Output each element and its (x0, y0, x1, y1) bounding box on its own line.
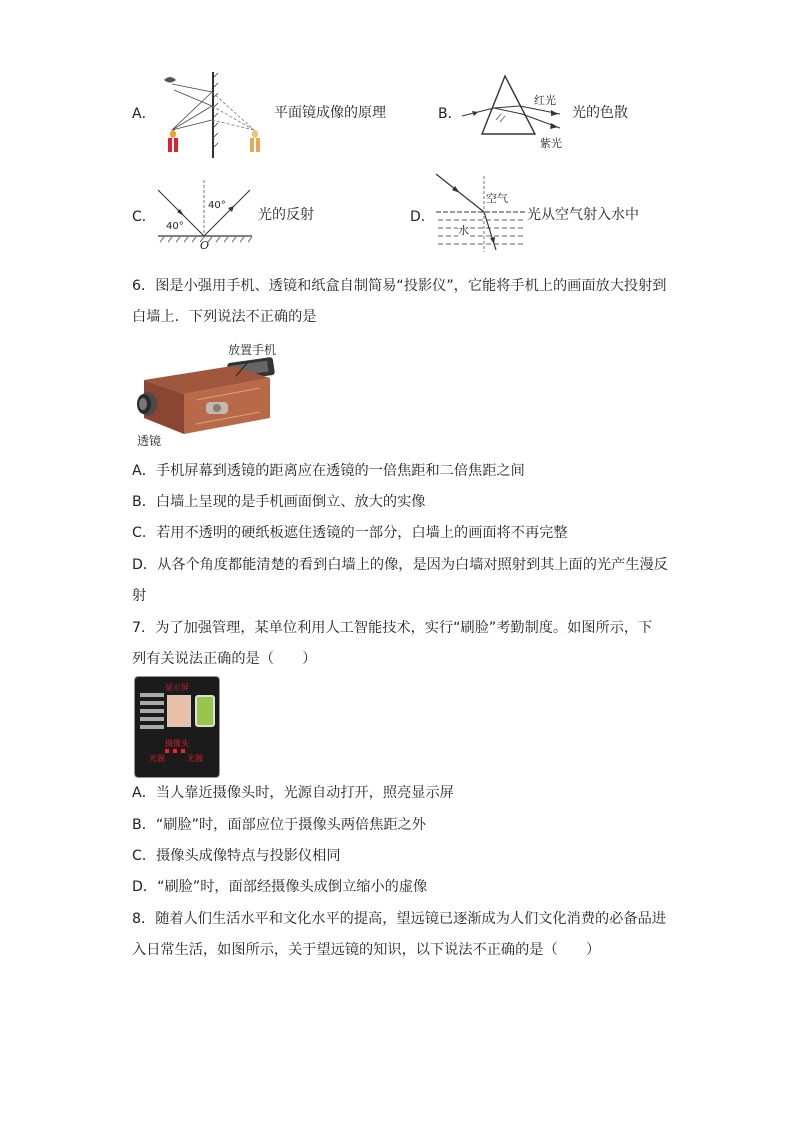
q8-stem-line1: 8．随着人们生活水平和文化水平的提高，望远镜已逐渐成为人们文化消费的必备品进 (132, 911, 666, 927)
point-o-label: O (200, 239, 210, 252)
violet-light-label: 紫光 (540, 137, 562, 150)
red-light-label: 红光 (534, 94, 556, 107)
q7-option-b: B．“刷脸”时，面部应位于摄像头两倍焦距之外 (132, 817, 426, 833)
screen-label: 显示屏 (165, 683, 189, 692)
q6-stem-line2: 白墙上．下列说法不正确的是 (132, 309, 317, 325)
q7-option-d: D．“刷脸”时，面部经摄像头成倒立缩小的虚像 (132, 879, 428, 895)
q5-option-b-caption: 光的色散 (572, 105, 628, 121)
plane-mirror-figure (158, 72, 268, 162)
q5-option-d-caption: 光从空气射入水中 (527, 207, 639, 223)
q5-option-c-letter: C． (132, 209, 156, 225)
q7-stem-line2: 列有关说法正确的是（ ） (132, 651, 317, 667)
lens-label: 透镜 (137, 434, 162, 448)
q6-option-a: A．手机屏幕到透镜的距离应在透镜的一倍焦距和二倍焦距之间 (132, 463, 525, 479)
q6-stem-line1: 6．图是小强用手机、透镜和纸盒自制简易“投影仪”，它能将手机上的画面放大投射到 (132, 278, 667, 294)
q6-option-d-line1: D．从各个角度都能清楚的看到白墙上的像，是因为白墙对照射到其上面的光产生漫反 (132, 557, 668, 573)
q7-option-c: C．摄像头成像特点与投影仪相同 (132, 848, 341, 864)
fingerprint-pad (195, 695, 215, 727)
q5-option-c-caption: 光的反射 (258, 207, 314, 223)
q5-option-a-letter: A． (132, 106, 156, 122)
q8-stem-line2: 入日常生活，如图所示，关于望远镜的知识，以下说法不正确的是（ ） (132, 942, 601, 958)
q6-option-c: C．若用不透明的硬纸板遮住透镜的一部分，白墙上的画面将不再完整 (132, 525, 568, 541)
q7-option-a: A．当人靠近摄像头时，光源自动打开，照亮显示屏 (132, 785, 454, 801)
angle-label-1: 40° (208, 200, 226, 211)
face-photo (167, 695, 191, 727)
camera-label: 摄像头 (165, 739, 189, 748)
face-recognition-device (134, 676, 220, 778)
air-label: 空气 (486, 192, 508, 205)
light-label-2: 光源 (187, 754, 203, 763)
q6-option-d-line2: 射 (132, 588, 147, 604)
q6-option-b: B．白墙上呈现的是手机画面倒立、放大的实像 (132, 494, 426, 510)
q7-stem-line1: 7．为了加强管理，某单位利用人工智能技术，实行“刷脸”考勤制度。如图所示，下 (132, 620, 653, 636)
phone-label: 放置手机 (228, 343, 277, 357)
keypad (140, 693, 164, 731)
q5-option-a-caption: 平面镜成像的原理 (274, 105, 386, 121)
q5-option-d-letter: D． (410, 209, 435, 225)
q5-option-b-letter: B． (438, 106, 462, 122)
angle-label-2: 40° (166, 221, 184, 232)
projector-box-image (136, 356, 284, 438)
water-label: 水 (458, 224, 469, 237)
refraction-figure (434, 172, 530, 256)
camera-lens-dots (165, 749, 189, 753)
light-label-1: 光源 (149, 754, 165, 763)
